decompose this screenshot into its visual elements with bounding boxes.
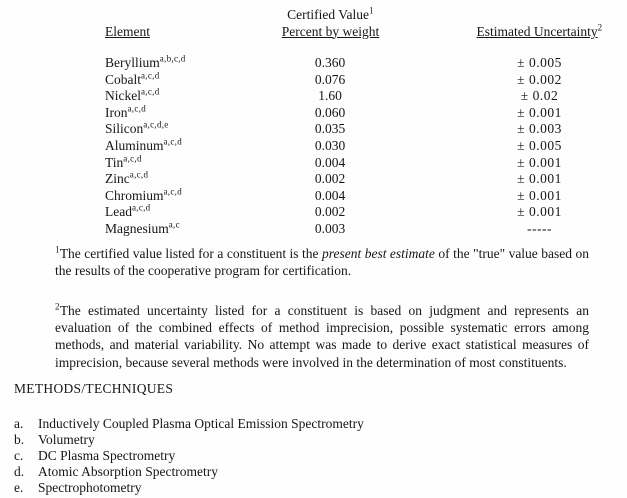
method-letter: e. [14,479,24,495]
footnote-1-text-post: of the "true" value based on the results of the cooperative program for certification. [55,246,589,279]
uncertainty-cell: ± 0.02 [520,88,559,104]
methods-section-title: METHODS/TECHNIQUES [14,381,174,396]
element-name-text: Beryllium [105,55,160,70]
element-name-text: Nickel [105,88,141,104]
uncertainty-cell: ± 0.001 [517,171,562,187]
certified-value-cell: 0.002 [314,204,346,220]
element-name-text: Magnesium [105,220,169,236]
method-superscript: a,c,d [131,202,151,213]
footnote-marker-2: 2 [597,22,603,33]
uncertainty-cell: ± 0.001 [517,104,562,120]
certified-value-cell: 0.002 [314,171,346,187]
method-superscript: a,c,d [129,169,149,180]
footnote-marker-1: 1 [369,5,374,16]
certified-value-cell: 0.030 [314,137,346,153]
element-name [105,55,186,72]
method-list-item [14,480,364,496]
uncertainty-cell: ± 0.005 [517,137,562,153]
element-name [105,221,180,238]
table-row [0,72,627,89]
element-name-text: Tin [105,154,124,170]
column-header-certified-value [238,7,423,40]
element-name [105,188,182,205]
certified-value-cell: 0.004 [314,187,346,203]
method-letter: a. [14,416,24,431]
element-name-text: Chromium [105,187,164,203]
footnote-1-text-pre: The certified value listed for a constituent is the [59,246,322,261]
element-name-text: Lead [105,204,132,220]
element-name-text: Iron [105,104,128,120]
element-name [105,138,182,155]
certified-value-cell: 1.60 [318,88,342,104]
method-superscript: a,c,d [127,103,146,114]
element-name-text: Cobalt [105,71,141,87]
element-name [105,72,160,89]
uncertainty-header-text: Estimated Uncertainty [476,24,598,39]
table-row [0,171,627,188]
method-label: Volumetry [38,431,95,447]
element-name-text: Aluminum [105,137,164,153]
column-header-element: Element [105,24,150,39]
footnote-1-marker: 1 [55,244,60,255]
element-name [105,155,142,172]
certified-value-cell: 0.060 [314,104,346,120]
element-name [105,121,169,138]
element-name [105,171,148,188]
certified-value-cell: 0.003 [314,220,346,236]
certified-value-cell: 0.004 [314,154,346,170]
method-list-item [14,416,364,432]
uncertainty-cell: ± 0.005 [517,55,562,70]
certified-value-header-text: Certified Value [287,7,370,22]
element-name [105,88,160,105]
footnote-2-text: The estimated uncertainty listed for a constituent is based on judgment and represents an evaluation of the combined effects of method imprecision, possible systematic errors among methods, and material variability. No attempt was made to derive exact statistical measures of imprecision, because several methods were involved in the determination of most constituents. [55,303,589,370]
method-letter: d. [14,463,25,479]
certified-value-header-line1 [238,7,423,24]
method-label: DC Plasma Spectrometry [38,447,176,463]
footnote-1-italic-phrase: present best estimate [321,246,435,261]
method-superscript: a,c,d [163,136,183,147]
footnote-2 [55,302,589,371]
footnote-2-marker: 2 [55,301,60,312]
element-name [105,204,150,221]
method-superscript: a,b,c,d [159,53,186,64]
method-superscript: a,c,d,e [143,119,169,130]
element-name-text: Silicon [105,121,144,137]
method-list-item [14,432,364,448]
table-row [0,138,627,155]
table-row [0,204,627,221]
table-row [0,155,627,172]
method-label: Spectrophotometry [38,479,142,495]
element-name [105,105,146,122]
method-letter: b. [14,431,25,447]
table-row [0,188,627,205]
table-row [0,121,627,138]
method-superscript: a,c,d [123,153,142,164]
uncertainty-cell: ----- [527,220,552,236]
table-row [0,55,627,72]
method-list-item [14,464,364,480]
uncertainty-cell: ± 0.002 [517,71,562,87]
table-row [0,105,627,122]
column-header-uncertainty [452,24,627,41]
method-superscript: a,c,d [163,186,183,197]
uncertainty-cell: ± 0.003 [517,121,562,137]
uncertainty-cell: ± 0.001 [517,154,562,170]
table-row [0,88,627,105]
certified-value-cell: 0.360 [314,55,346,70]
methods-list [14,416,364,496]
certified-values-table [0,55,627,238]
method-label: Atomic Absorption Spectrometry [38,463,218,479]
element-name-text: Zinc [105,171,130,187]
method-list-item [14,448,364,464]
table-row [0,221,627,238]
method-label: Inductively Coupled Plasma Optical Emission Spectrometry [38,416,364,431]
percent-by-weight-header: Percent by weight [281,23,380,39]
uncertainty-cell: ± 0.001 [517,187,562,203]
certified-value-cell: 0.035 [314,121,346,137]
footnote-1 [55,245,589,279]
uncertainty-cell: ± 0.001 [517,204,562,220]
certified-value-cell: 0.076 [314,71,346,87]
method-superscript: a,c [168,219,180,230]
method-letter: c. [14,447,24,463]
method-superscript: a,c,d [141,86,160,97]
method-superscript: a,c,d [141,70,160,81]
